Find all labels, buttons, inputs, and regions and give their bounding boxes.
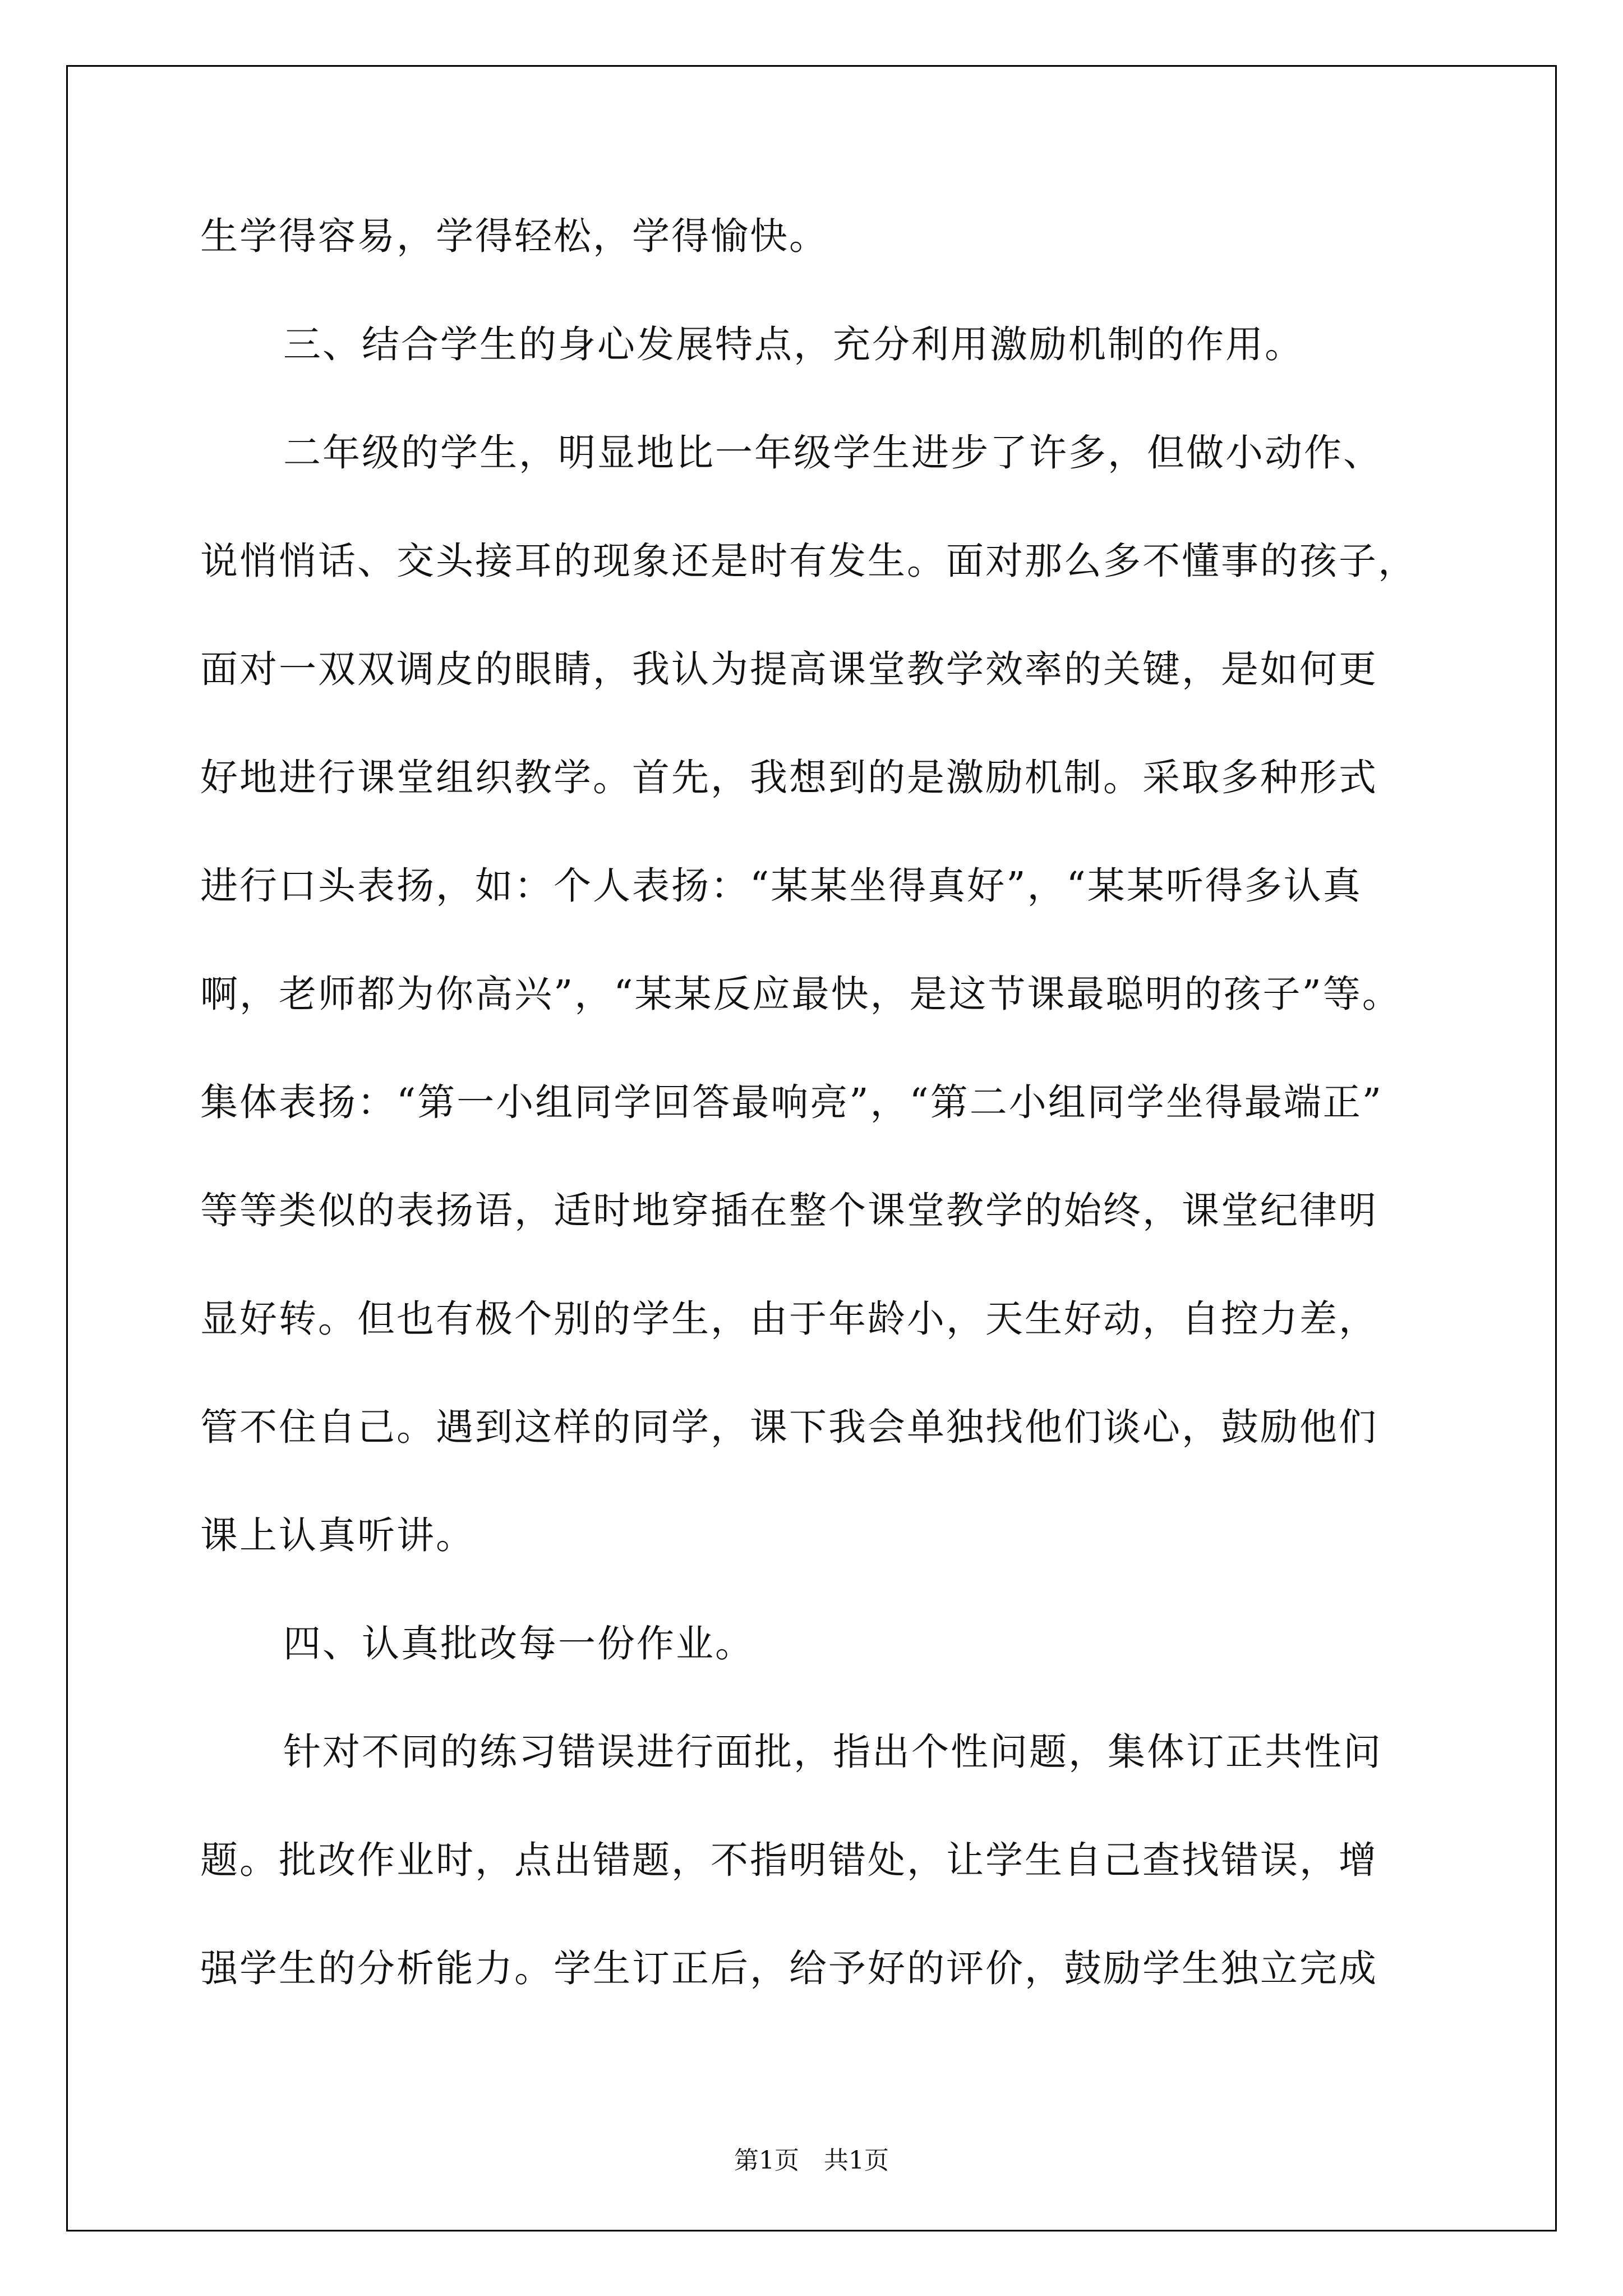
paragraph-line: 说悄悄话、交头接耳的现象还是时有发生。面对那么多不懂事的孩子， [200,539,1417,583]
paragraph-line: 面对一双双调皮的眼睛，我认为提高课堂教学效率的关键，是如何更 [200,647,1378,691]
paragraph-line: 等等类似的表扬语，适时地穿插在整个课堂教学的始终，课堂纪律明 [200,1189,1378,1232]
paragraph-line: 生学得容易，学得轻松，学得愉快。 [200,214,828,258]
paragraph-line: 题。批改作业时，点出错题，不指明错处，让学生自己查找错误，增 [200,1838,1378,1882]
paragraph-line: 集体表扬：“第一小组同学回答最响亮”，“第二小组同学坐得最端正” [200,1080,1384,1124]
paragraph-line: 强学生的分析能力。学生订正后，给予好的评价，鼓励学生独立完成 [200,1947,1378,1990]
section-heading: 四、认真批改每一份作业。 [283,1622,754,1665]
page-border [66,65,1557,2231]
paragraph-line: 针对不同的练习错误进行面批，指出个性问题，集体订正共性问 [283,1730,1382,1774]
paragraph-line: 好地进行课堂组织教学。首先，我想到的是激励机制。采取多种形式 [200,756,1378,799]
paragraph-line: 进行口头表扬，如：个人表扬：“某某坐得真好”，“某某听得多认真 [200,864,1362,908]
paragraph-line: 显好转。但也有极个别的学生，由于年龄小，天生好动，自控力差， [200,1297,1378,1341]
paragraph-line: 二年级的学生，明显地比一年级学生进步了许多，但做小动作、 [283,431,1382,475]
page-number-footer: 第1页 共1页 [734,2146,889,2175]
paragraph-line: 啊，老师都为你高兴”，“某某反应最快，是这节课最聪明的孩子”等。 [200,972,1401,1016]
section-heading: 三、结合学生的身心发展特点，充分利用激励机制的作用。 [283,323,1304,366]
paragraph-line: 管不住自己。遇到这样的同学，课下我会单独找他们谈心，鼓励他们 [200,1405,1378,1449]
paragraph-line: 课上认真听讲。 [200,1513,475,1557]
